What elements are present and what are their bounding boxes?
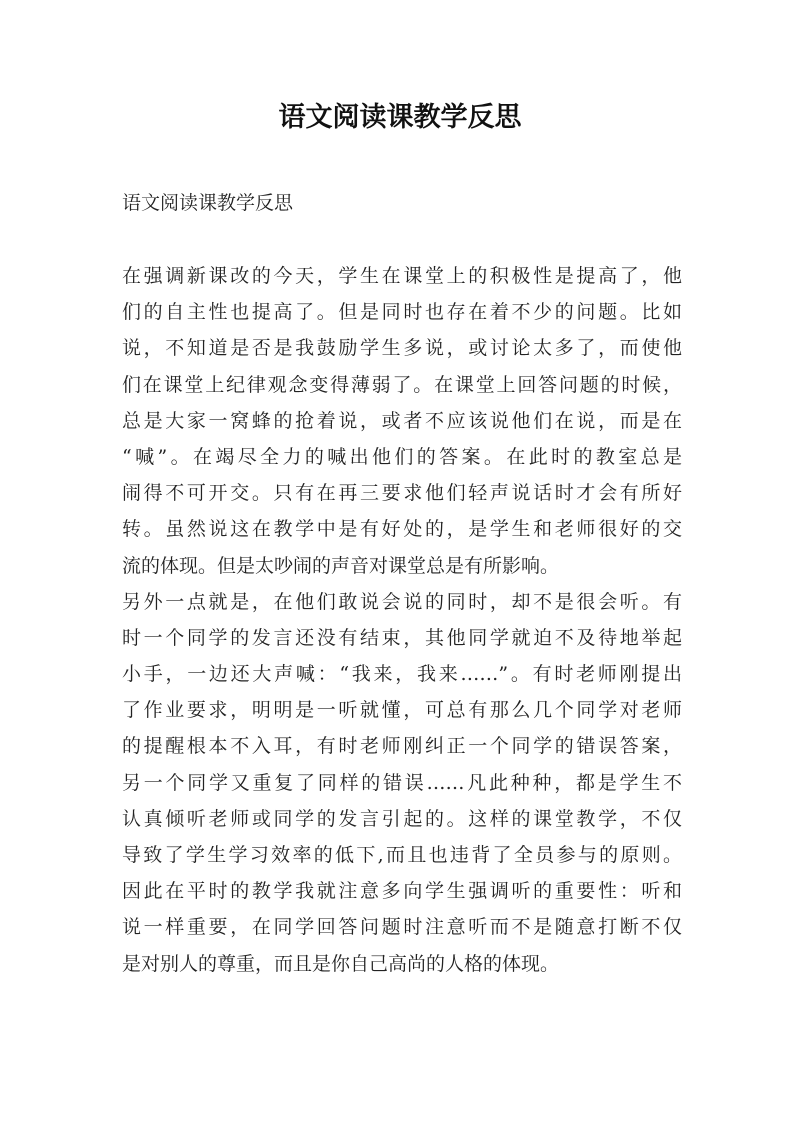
page-title: 语文阅读课教学反思 xyxy=(278,102,522,133)
text-line: 流的体现。但是太吵闹的声音对课堂总是有所影响。 xyxy=(122,554,560,577)
text-line: 们的自主性也提高了。但是同时也存在着不少的问题。比如 xyxy=(122,301,682,324)
text-line: 是对别人的尊重，而且是你自己高尚的人格的体现。 xyxy=(122,952,560,975)
text-line: 另一个同学又重复了同样的错误……凡此种种，都是学生不 xyxy=(122,771,682,794)
text-line: 说一样重要，在同学回答问题时注意听而不是随意打断不仅 xyxy=(122,916,682,939)
text-line: 闹得不可开交。只有在再三要求他们轻声说话时才会有所好 xyxy=(122,482,682,505)
document-body xyxy=(122,258,682,982)
text-line: 因此在平时的教学我就注意多向学生强调听的重要性：听和 xyxy=(122,880,682,903)
text-line: 了作业要求，明明是一听就懂，可总有那么几个同学对老师 xyxy=(122,699,682,722)
text-line: 的提醒根本不入耳，有时老师刚纠正一个同学的错误答案， xyxy=(122,735,682,758)
text-line: 导致了学生学习效率的低下,而且也违背了全员参与的原则。 xyxy=(122,844,682,866)
text-line: 们在课堂上纪律观念变得薄弱了。在课堂上回答问题的时候， xyxy=(122,373,682,396)
text-line: “喊”。在竭尽全力的喊出他们的答案。在此时的教室总是 xyxy=(122,445,682,468)
text-line: 时一个同学的发言还没有结束，其他同学就迫不及待地举起 xyxy=(122,626,682,649)
text-line: 另外一点就是，在他们敢说会说的同时，却不是很会听。有 xyxy=(122,590,682,613)
text-line: 转。虽然说这在教学中是有好处的，是学生和老师很好的交 xyxy=(122,518,682,541)
paragraph-2 xyxy=(122,584,682,982)
text-line: 说，不知道是否是我鼓励学生多说，或讨论太多了，而使他 xyxy=(122,337,682,360)
paragraph-1 xyxy=(122,258,682,584)
text-line: 小手，一边还大声喊：“我来，我来……”。有时老师刚提出 xyxy=(122,663,682,686)
text-line: 在强调新课改的今天，学生在课堂上的积极性是提高了，他 xyxy=(122,265,682,287)
text-line: 认真倾听老师或同学的发言引起的。这样的课堂教学，不仅 xyxy=(122,807,682,830)
text-line: 总是大家一窝蜂的抢着说，或者不应该说他们在说，而是在 xyxy=(122,409,682,432)
document-subtitle: 语文阅读课教学反思 xyxy=(122,192,294,214)
